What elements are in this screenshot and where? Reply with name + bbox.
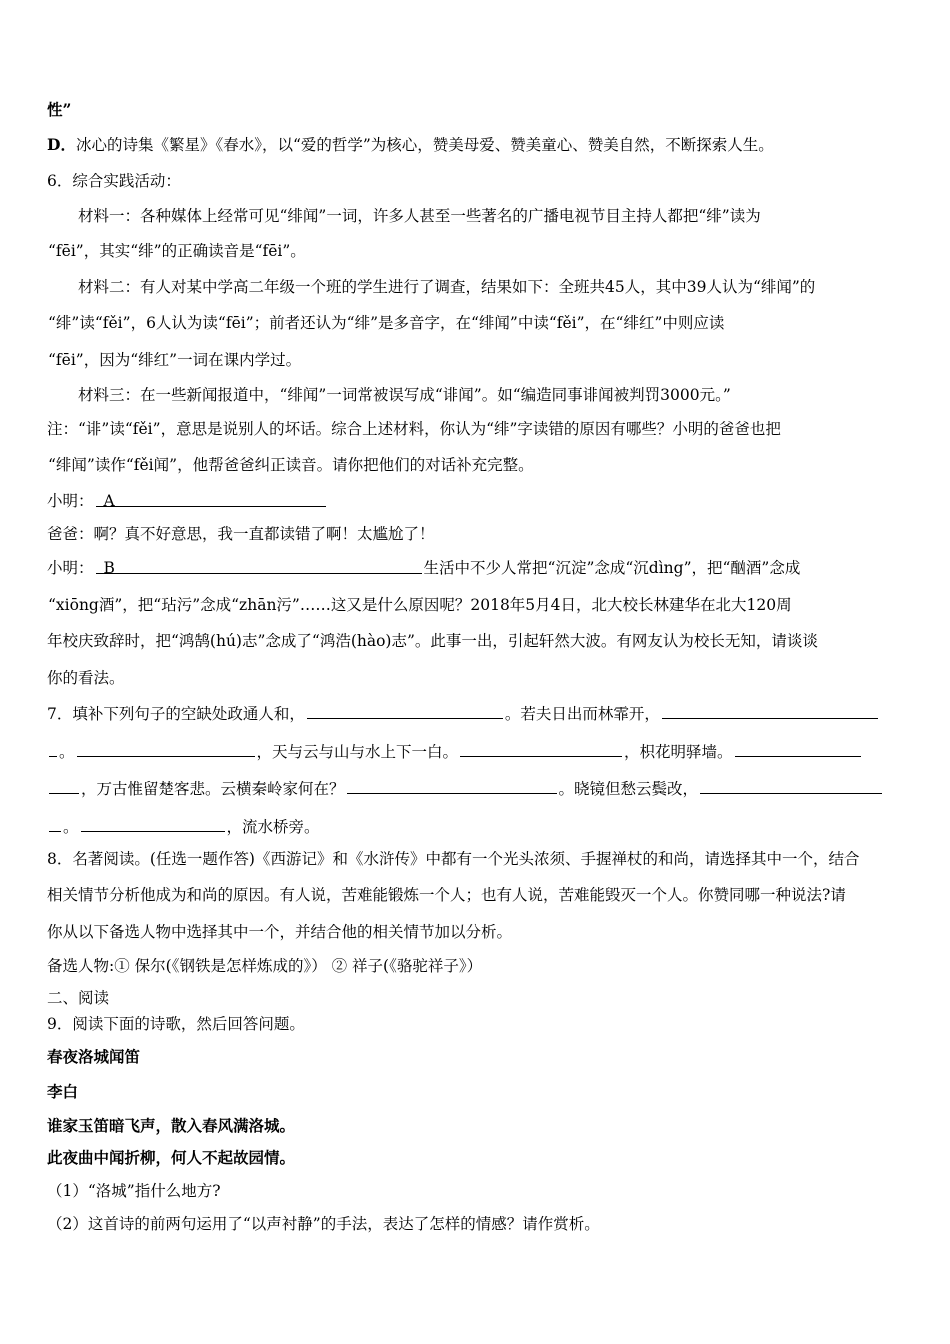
question-text: ，枳花明驿墙。 <box>624 743 733 761</box>
question-7-line <box>47 777 884 800</box>
dialogue-xiaoming-2 <box>47 557 800 579</box>
question-text: ，流水桥旁。 <box>226 818 320 836</box>
fill-blank[interactable] <box>77 740 255 757</box>
sub-question-1: （1）“洛城”指什么地方? <box>47 1182 221 1200</box>
question-9-title: 9．阅读下面的诗歌，然后回答问题。 <box>47 1015 305 1033</box>
question-7-line <box>47 740 863 763</box>
question-8-candidates: 备选人物:① 保尔(《钢铁是怎样炼成的》） ② 祥子(《骆驼祥子》） <box>47 957 483 975</box>
fill-blank[interactable] <box>460 740 622 757</box>
question-text: 。晓镜但愁云鬓改， <box>558 780 699 798</box>
sub-question-2: （2）这首诗的前两句运用了“以声衬静”的手法，表达了怎样的情感？请作赏析。 <box>47 1215 600 1233</box>
poem-line: 谁家玉笛暗飞声，散入春风满洛城。 <box>47 1116 296 1135</box>
option-text: 冰心的诗集《繁星》《春水》，以“爱的哲学”为核心，赞美母爱、赞美童心、赞美自然，不断探索人生。 <box>75 136 774 154</box>
option-d <box>47 134 774 156</box>
fill-blank[interactable] <box>49 815 61 832</box>
question-text: 。 <box>63 818 79 836</box>
question-7-line <box>47 815 320 838</box>
fill-blank[interactable] <box>700 777 882 794</box>
fill-blank[interactable] <box>49 777 79 794</box>
section-heading: 二、阅读 <box>47 989 110 1007</box>
question-8-line: 你从以下备选人物中选择其中一个，并结合他的相关情节加以分析。 <box>47 923 513 941</box>
poem-author: 李白 <box>47 1082 79 1101</box>
fill-blank[interactable] <box>307 702 503 719</box>
material-1-line: 材料一：各种媒体上经常可见“绯闻”一词，许多人甚至一些著名的广播电视节目主持人都把“绯”读为 <box>78 207 761 225</box>
speaker-label: 小明： <box>47 492 94 510</box>
dialogue-text: 生活中不少人常把“沉淀”念成“沉dìng”，把“酗酒”念成 <box>423 559 801 577</box>
note-line: “绯闻”读作“fěi闻”，他帮爸爸纠正读音。请你把他们的对话补充完整。 <box>48 456 534 474</box>
question-8-line: 8．名著阅读。(任选一题作答)《西游记》和《水浒传》中都有一个光头浓须、手握禅杖的和尚，请选择其中一个，结合 <box>47 850 860 868</box>
fill-blank[interactable] <box>662 702 878 719</box>
question-6-title: 6．综合实践活动： <box>47 172 181 190</box>
material-2-line: 材料二：有人对某中学高二年级一个班的学生进行了调查，结果如下：全班共45人，其中39人认为“绯闻”的 <box>78 278 816 296</box>
answer-blank-b[interactable]: B <box>96 557 422 574</box>
question-8-line: 相关情节分析他成为和尚的原因。有人说，苦难能锻炼一个人；也有人说，苦难能毁灭一个人。你赞同哪一种说法?请 <box>47 886 846 904</box>
fill-blank[interactable] <box>49 740 57 757</box>
question-7-line <box>47 702 880 725</box>
note-line: 注：“诽”读“fěi”，意思是说别人的坏话。综合上述材料，你认为“绯”字读错的原因有哪些？小明的爸爸也把 <box>47 420 781 438</box>
paragraph-line: 你的看法。 <box>47 669 125 687</box>
answer-blank-a[interactable]: A <box>96 490 326 507</box>
material-2-line: “绯”读“fěi”，6人认为读“fēi”；前者还认为“绯”是多音字，在“绯闻”中读“fěi”，在“绯红”中则应读 <box>48 314 725 332</box>
question-text: ，万古惟留楚客悲。云横秦岭家何在？ <box>81 780 345 798</box>
option-label: D． <box>47 135 76 154</box>
poem-title: 春夜洛城闻笛 <box>47 1047 141 1066</box>
fill-blank[interactable] <box>81 815 225 832</box>
dialogue-xiaoming-1 <box>47 490 328 512</box>
paragraph-line: 年校庆致辞时，把“鸿鹄(hú)志”念成了“鸿浩(hào)志”。此事一出，引起轩然大波。有网友认为校长无知，请谈谈 <box>47 632 818 650</box>
speaker-label: 小明： <box>47 559 94 577</box>
poem-line: 此夜曲中闻折柳，何人不起故园情。 <box>47 1148 296 1167</box>
material-2-line: “fēi”，因为“绯红”一词在课内学过。 <box>48 351 302 369</box>
fill-blank[interactable] <box>347 777 557 794</box>
text-line: 性” <box>47 100 72 119</box>
question-text: 7．填补下列句子的空缺处政通人和， <box>47 705 305 723</box>
question-text: 。若夫日出而林霏开， <box>504 705 660 723</box>
question-text: ，天与云与山与水上下一白。 <box>256 743 459 761</box>
question-text: 。 <box>59 743 75 761</box>
material-3-line: 材料三：在一些新闻报道中，“绯闻”一词常被误写成“诽闻”。如“编造同事诽闻被判罚3000元。” <box>78 386 731 404</box>
fill-blank[interactable] <box>735 740 861 757</box>
material-1-line: “fēi”，其实“绯”的正确读音是“fēi”。 <box>48 242 306 260</box>
paragraph-line: “xiōng酒”，把“玷污”念成“zhān污”……这又是什么原因呢？2018年5月4日，北大校长林建华在北大120周 <box>48 596 792 614</box>
dialogue-dad: 爸爸：啊？真不好意思，我一直都读错了啊！太尴尬了！ <box>47 525 435 543</box>
